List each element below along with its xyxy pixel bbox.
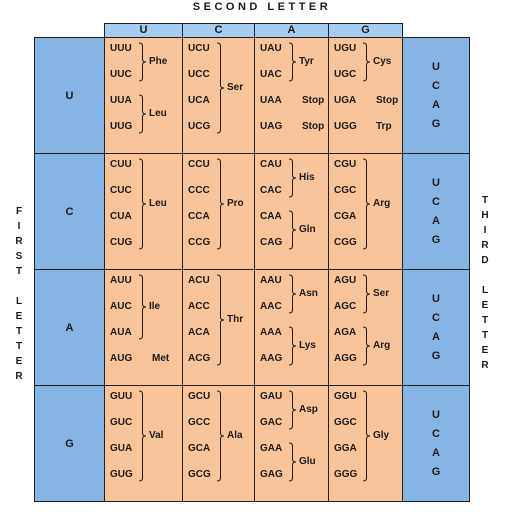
codon-cell-gu <box>105 386 183 502</box>
codon: CGG <box>334 237 357 248</box>
bracket-icon <box>138 158 148 250</box>
codon: GUA <box>110 443 133 454</box>
codon: AUC <box>110 301 132 312</box>
codon: CUC <box>110 185 132 196</box>
header-spacer <box>35 24 105 38</box>
codon-cell-ua <box>255 38 329 154</box>
codon: GGU <box>334 391 357 402</box>
codon: AAC <box>260 301 282 312</box>
amino-acid-label: Thr <box>227 314 244 325</box>
third-letter-title-char <box>479 268 491 283</box>
codon: UUU <box>110 43 132 54</box>
codon: AAA <box>260 327 282 338</box>
third-letter-u: U <box>432 176 440 189</box>
codon: GAG <box>260 469 283 480</box>
amino-acid-label: Arg <box>373 198 391 209</box>
codon: GCA <box>188 443 211 454</box>
bracket-icon <box>138 94 148 134</box>
first-letter-title-char: S <box>15 251 23 262</box>
codon: CAU <box>260 159 282 170</box>
amino-acid-label: Ala <box>227 430 243 441</box>
third-letter-c: C <box>432 195 440 208</box>
third-letter-column <box>403 38 470 154</box>
third-letter-u: U <box>432 408 440 421</box>
third-letter-c: C <box>432 79 440 92</box>
codon: CGU <box>334 159 357 170</box>
header-spacer <box>403 24 470 38</box>
codon-cell-gg <box>329 386 403 502</box>
first-letter-title-char: R <box>15 236 23 247</box>
first-letter-title <box>13 204 25 384</box>
first-letter-title-char: T <box>15 341 23 352</box>
codon: UGU <box>334 43 357 54</box>
codon: UUG <box>110 121 133 132</box>
codon-cell-cc <box>183 154 255 270</box>
codon: CCG <box>188 237 211 248</box>
third-letter-title-char: I <box>483 225 487 236</box>
amino-acid-label: Trp <box>376 121 392 132</box>
codon: AAG <box>260 353 283 364</box>
amino-acid-label: His <box>299 172 315 183</box>
codon: ACG <box>188 353 211 364</box>
codon: GAU <box>260 391 283 402</box>
codon-cell-uc <box>183 38 255 154</box>
codon-row <box>35 270 470 386</box>
first-letter-title-char: L <box>15 296 23 307</box>
codon: UCA <box>188 95 210 106</box>
third-letter-c: C <box>432 311 440 324</box>
amino-acid-label: Val <box>149 430 164 441</box>
codon: UUC <box>110 69 132 80</box>
bracket-icon <box>216 274 226 366</box>
third-letter-a: A <box>432 214 440 227</box>
third-letter-title-char: R <box>481 240 489 251</box>
amino-acid-label: Met <box>152 353 170 364</box>
codon-cell-ac <box>183 270 255 386</box>
bracket-icon <box>216 158 226 250</box>
codon: CAG <box>260 237 283 248</box>
second-letter-a-header: A <box>255 24 329 38</box>
codon: AGA <box>334 327 357 338</box>
codon-cell-au <box>105 270 183 386</box>
amino-acid-label: Asp <box>299 404 318 415</box>
first-letter-title-char: I <box>17 221 21 232</box>
bracket-icon <box>288 390 298 430</box>
amino-acid-label: Lys <box>299 340 316 351</box>
amino-acid-label: Leu <box>149 108 167 119</box>
third-letter-title-char: R <box>481 360 489 371</box>
bracket-icon <box>288 42 298 82</box>
third-letter-title <box>479 193 491 373</box>
codon: GUG <box>110 469 133 480</box>
third-letter-u: U <box>432 292 440 305</box>
first-letter-title-char <box>13 279 25 294</box>
amino-acid-label: Tyr <box>299 56 314 67</box>
third-letter-title-char: L <box>481 285 489 296</box>
codon: AGG <box>334 353 357 364</box>
codon: GUC <box>110 417 133 428</box>
codon: UCU <box>188 43 210 54</box>
bracket-icon <box>288 274 298 314</box>
first-letter-title-char: R <box>15 371 23 382</box>
bracket-icon <box>362 158 372 250</box>
third-letter-c: C <box>432 427 440 440</box>
codon: CGA <box>334 211 357 222</box>
codon: CUU <box>110 159 132 170</box>
codon: CCC <box>188 185 210 196</box>
amino-acid-label: Phe <box>149 56 168 67</box>
third-letter-title-char: D <box>481 255 489 266</box>
codon: AAU <box>260 275 282 286</box>
first-letter-g: G <box>35 386 105 502</box>
bracket-icon <box>288 326 298 366</box>
first-letter-title-char: F <box>15 206 23 217</box>
codon-cell-ug <box>329 38 403 154</box>
codon-cell-cg <box>329 154 403 270</box>
codon: CUG <box>110 237 133 248</box>
bracket-icon <box>362 326 372 366</box>
codon: GGG <box>334 469 358 480</box>
bracket-icon <box>138 390 148 482</box>
codon: AUG <box>110 353 133 364</box>
third-letter-title-char: T <box>481 315 489 326</box>
codon-cell-cu <box>105 154 183 270</box>
bracket-icon <box>362 42 372 82</box>
second-letter-c-header: C <box>183 24 255 38</box>
codon-row <box>35 154 470 270</box>
codon: GCC <box>188 417 211 428</box>
codon: UUA <box>110 95 132 106</box>
codon-row <box>35 386 470 502</box>
codon: GGA <box>334 443 357 454</box>
amino-acid-label: Stop <box>302 121 325 132</box>
bracket-icon <box>288 442 298 482</box>
codon: ACA <box>188 327 210 338</box>
bracket-icon <box>362 390 372 482</box>
codon: ACC <box>188 301 210 312</box>
genetic-code-table <box>34 23 470 502</box>
first-letter-title-char: E <box>15 356 23 367</box>
bracket-icon <box>216 42 226 134</box>
codon-cell-gc <box>183 386 255 502</box>
second-letter-g-header: G <box>329 24 403 38</box>
codon-cell-aa <box>255 270 329 386</box>
bracket-icon <box>362 274 372 314</box>
codon: UCC <box>188 69 210 80</box>
codon: CCA <box>188 211 210 222</box>
third-letter-g: G <box>431 465 441 478</box>
codon: UAC <box>260 69 282 80</box>
third-letter-a: A <box>432 330 440 343</box>
third-letter-title-char: E <box>481 345 489 356</box>
codon: GAA <box>260 443 283 454</box>
codon-cell-ag <box>329 270 403 386</box>
bracket-icon <box>288 210 298 250</box>
amino-acid-label: Stop <box>302 95 325 106</box>
amino-acid-label: Pro <box>227 198 244 209</box>
codon-row <box>35 38 470 154</box>
first-letter-c: C <box>35 154 105 270</box>
third-letter-title-char: H <box>481 210 489 221</box>
codon: UAA <box>260 95 282 106</box>
first-letter-u: U <box>35 38 105 154</box>
codon: ACU <box>188 275 210 286</box>
bracket-icon <box>138 42 148 82</box>
first-letter-title-char: T <box>15 266 23 277</box>
codon: UGC <box>334 69 357 80</box>
amino-acid-label: Asn <box>299 288 318 299</box>
codon: AGC <box>334 301 357 312</box>
first-letter-title-char: T <box>15 326 23 337</box>
third-letter-g: G <box>431 349 441 362</box>
codon-cell-ga <box>255 386 329 502</box>
amino-acid-label: Arg <box>373 340 391 351</box>
third-letter-a: A <box>432 446 440 459</box>
codon: CAC <box>260 185 282 196</box>
third-letter-column <box>403 154 470 270</box>
third-letter-title-char: T <box>481 195 489 206</box>
bracket-icon <box>288 158 298 198</box>
codon-cell-ca <box>255 154 329 270</box>
codon: GUU <box>110 391 133 402</box>
third-letter-g: G <box>431 233 441 246</box>
codon-cell-uu <box>105 38 183 154</box>
codon: CGC <box>334 185 357 196</box>
codon: UAU <box>260 43 282 54</box>
amino-acid-label: Ser <box>373 288 390 299</box>
codon: UGG <box>334 121 357 132</box>
codon: GCG <box>188 469 211 480</box>
third-letter-g: G <box>431 117 441 130</box>
amino-acid-label: Cys <box>373 56 392 67</box>
amino-acid-label: Gln <box>299 224 316 235</box>
third-letter-title-char: T <box>481 330 489 341</box>
codon: AGU <box>334 275 357 286</box>
second-letter-title: SECOND LETTER <box>192 1 332 13</box>
first-letter-a: A <box>35 270 105 386</box>
third-letter-column <box>403 386 470 502</box>
codon: UGA <box>334 95 357 106</box>
codon: GAC <box>260 417 283 428</box>
codon: UAG <box>260 121 283 132</box>
codon: CCU <box>188 159 210 170</box>
third-letter-u: U <box>432 60 440 73</box>
codon: GGC <box>334 417 357 428</box>
amino-acid-label: Gly <box>373 430 390 441</box>
amino-acid-label: Ser <box>227 82 244 93</box>
codon: CUA <box>110 211 132 222</box>
bracket-icon <box>138 274 148 340</box>
amino-acid-label: Stop <box>376 95 399 106</box>
third-letter-column <box>403 270 470 386</box>
first-letter-title-char: E <box>15 311 23 322</box>
codon: AUA <box>110 327 132 338</box>
amino-acid-label: Leu <box>149 198 167 209</box>
third-letter-title-char: E <box>481 300 489 311</box>
amino-acid-label: Glu <box>299 456 316 467</box>
codon: UCG <box>188 121 211 132</box>
codon: AUU <box>110 275 132 286</box>
third-letter-a: A <box>432 98 440 111</box>
bracket-icon <box>216 390 226 482</box>
codon: CAA <box>260 211 282 222</box>
codon: GCU <box>188 391 211 402</box>
second-letter-u-header: U <box>105 24 183 38</box>
amino-acid-label: Ile <box>149 301 161 312</box>
